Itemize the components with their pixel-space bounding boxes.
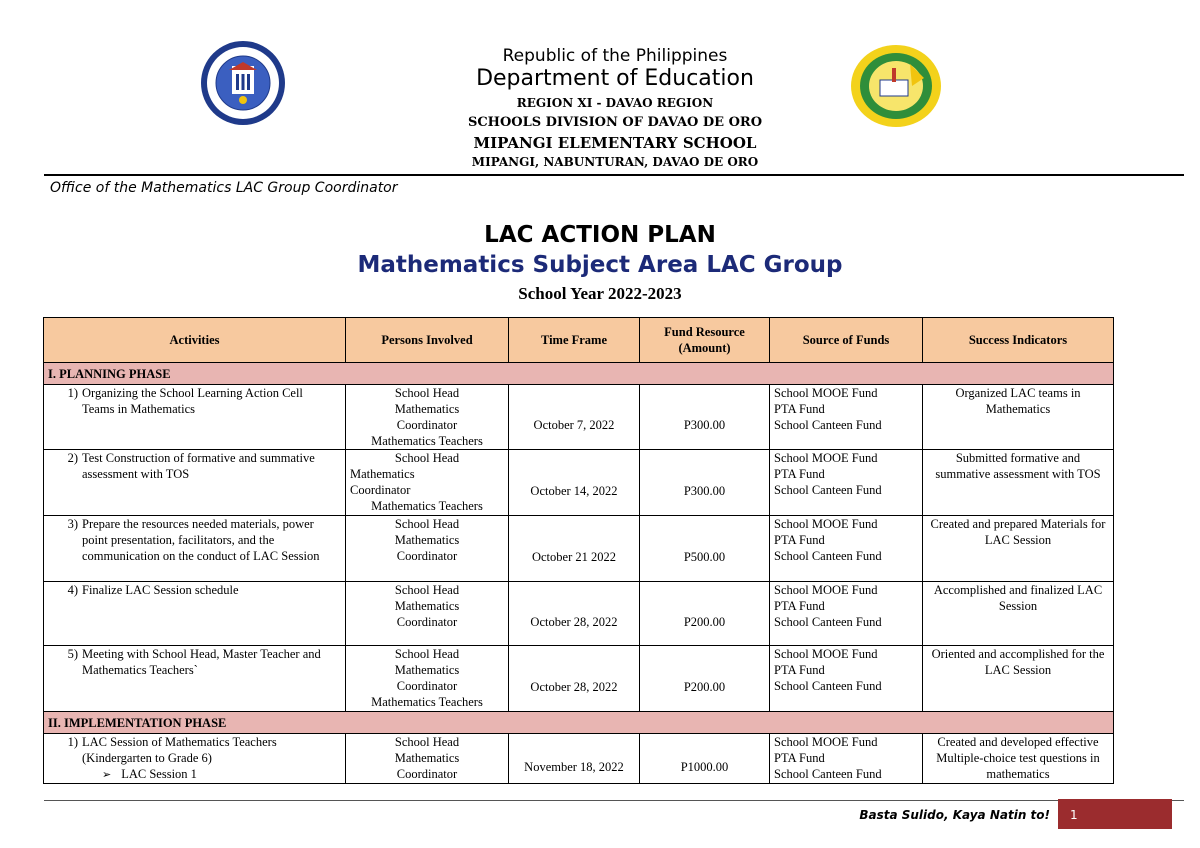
amount-cell: P1000.00 bbox=[640, 734, 770, 784]
page-number: 1 bbox=[1070, 808, 1078, 822]
indicator-cell: Created and prepared Materials for LAC Session bbox=[923, 516, 1114, 582]
page-title: LAC ACTION PLAN bbox=[484, 222, 716, 248]
column-header-success-indicators: Success Indicators bbox=[923, 318, 1114, 363]
amount-cell: P300.00 bbox=[640, 450, 770, 516]
activity-number: 1) bbox=[67, 386, 78, 400]
page-number-box bbox=[1058, 799, 1172, 829]
column-header-activities: Activities bbox=[44, 318, 346, 363]
amount-cell: P300.00 bbox=[640, 385, 770, 450]
indicator-cell: Submitted formative and summative assessment with TOS bbox=[923, 450, 1114, 516]
person-line: Mathematics bbox=[394, 751, 460, 765]
amount-cell: P200.00 bbox=[640, 646, 770, 712]
column-header-fund-resource: Fund Resource (Amount) bbox=[640, 318, 770, 363]
activity-text: Meeting with School Head, Master Teacher and Mathematics Teachers` bbox=[82, 647, 321, 677]
header-department: Department of Education bbox=[476, 66, 754, 91]
header-school-name: MIPANGI ELEMENTARY SCHOOL bbox=[473, 134, 757, 152]
source-line: PTA Fund bbox=[774, 533, 825, 547]
header-republic: Republic of the Philippines bbox=[502, 46, 728, 66]
indicator-cell: Created and developed effective Multiple-choice test questions in mathematics bbox=[923, 734, 1114, 784]
source-line: School Canteen Fund bbox=[774, 483, 882, 497]
table-row bbox=[44, 646, 1114, 712]
time-frame-cell: November 18, 2022 bbox=[509, 734, 640, 784]
persons-cell bbox=[346, 450, 509, 516]
table-row bbox=[44, 734, 1114, 784]
persons-cell bbox=[346, 516, 509, 582]
sources-cell bbox=[770, 450, 923, 516]
person-line: School Head bbox=[394, 735, 460, 749]
source-line: School MOOE Fund bbox=[774, 517, 878, 531]
activity-cell bbox=[44, 450, 346, 516]
source-line: School MOOE Fund bbox=[774, 386, 878, 400]
source-line: School MOOE Fund bbox=[774, 735, 878, 749]
phase-row-planning bbox=[44, 363, 1114, 385]
phase-label: I. PLANNING PHASE bbox=[44, 363, 1114, 385]
sources-cell bbox=[770, 734, 923, 784]
sources-cell bbox=[770, 516, 923, 582]
source-line: School Canteen Fund bbox=[774, 549, 882, 563]
source-line: School Canteen Fund bbox=[774, 418, 882, 432]
activity-text: Prepare the resources needed materials, power point presentation, facilitators, and the communication on the conduct of LAC Session bbox=[82, 517, 320, 563]
activity-number: 4) bbox=[67, 583, 78, 597]
table-header-row bbox=[44, 318, 1114, 363]
sources-cell bbox=[770, 582, 923, 646]
source-line: PTA Fund bbox=[774, 467, 825, 481]
person-line: Coordinator bbox=[396, 767, 458, 781]
school-seal-logo bbox=[850, 44, 942, 128]
person-line: Mathematics bbox=[394, 402, 460, 416]
indicator-cell: Oriented and accomplished for the LAC Session bbox=[923, 646, 1114, 712]
person-line: Coordinator bbox=[396, 549, 458, 563]
source-line: School Canteen Fund bbox=[774, 615, 882, 629]
activity-cell bbox=[44, 646, 346, 712]
time-frame-cell: October 28, 2022 bbox=[509, 646, 640, 712]
sources-cell bbox=[770, 385, 923, 450]
persons-cell bbox=[346, 646, 509, 712]
school-year: School Year 2022-2023 bbox=[518, 284, 682, 303]
person-line: Coordinator bbox=[396, 679, 458, 693]
activity-cell bbox=[44, 734, 346, 784]
person-line: Coordinator bbox=[350, 483, 411, 497]
person-line: School Head bbox=[394, 517, 460, 531]
persons-cell bbox=[346, 582, 509, 646]
activity-cell bbox=[44, 385, 346, 450]
sub-activity-text: LAC Session 1 bbox=[121, 767, 197, 781]
table-row bbox=[44, 385, 1114, 450]
activity-number: 1) bbox=[67, 735, 78, 749]
header-region: REGION XI - DAVAO REGION bbox=[516, 96, 714, 110]
sub-activity bbox=[52, 766, 341, 783]
source-line: School MOOE Fund bbox=[774, 451, 878, 465]
indicator-cell: Organized LAC teams in Mathematics bbox=[923, 385, 1114, 450]
source-line: PTA Fund bbox=[774, 402, 825, 416]
person-line: Mathematics Teachers bbox=[371, 499, 483, 513]
activity-number: 3) bbox=[67, 517, 78, 531]
page-subtitle: Mathematics Subject Area LAC Group bbox=[357, 252, 843, 278]
time-frame-cell: October 28, 2022 bbox=[509, 582, 640, 646]
person-line: Mathematics bbox=[350, 467, 415, 481]
table-row bbox=[44, 516, 1114, 582]
source-line: PTA Fund bbox=[774, 599, 825, 613]
activity-number: 2) bbox=[67, 451, 78, 465]
person-line: School Head bbox=[394, 386, 460, 400]
source-line: PTA Fund bbox=[774, 751, 825, 765]
time-frame-cell: October 7, 2022 bbox=[509, 385, 640, 450]
time-frame-cell: October 14, 2022 bbox=[509, 450, 640, 516]
person-line: School Head bbox=[394, 451, 460, 465]
phase-label: II. IMPLEMENTATION PHASE bbox=[44, 712, 1114, 734]
header-address: MIPANGI, NABUNTURAN, DAVAO DE ORO bbox=[471, 155, 759, 169]
column-header-persons: Persons Involved bbox=[346, 318, 509, 363]
header-divider bbox=[44, 174, 1184, 176]
activity-number: 5) bbox=[67, 647, 78, 661]
action-plan-table bbox=[43, 317, 1114, 784]
sources-cell bbox=[770, 646, 923, 712]
persons-cell bbox=[346, 734, 509, 784]
person-line: Mathematics bbox=[394, 533, 460, 547]
footer-motto: Basta Sulido, Kaya Natin to! bbox=[859, 808, 1050, 822]
time-frame-cell: October 21 2022 bbox=[509, 516, 640, 582]
person-line: Mathematics bbox=[394, 663, 460, 677]
person-line: Coordinator bbox=[396, 615, 458, 629]
office-label: Office of the Mathematics LAC Group Coordinator bbox=[50, 180, 398, 196]
footer-divider bbox=[44, 800, 1184, 801]
table-row bbox=[44, 582, 1114, 646]
deped-seal-logo bbox=[200, 40, 286, 126]
indicator-cell: Accomplished and finalized LAC Session bbox=[923, 582, 1114, 646]
activity-text: Organizing the School Learning Action Cell Teams in Mathematics bbox=[82, 386, 303, 416]
person-line: Mathematics Teachers bbox=[371, 434, 483, 448]
activity-cell bbox=[44, 582, 346, 646]
column-header-time-frame: Time Frame bbox=[509, 318, 640, 363]
source-line: School Canteen Fund bbox=[774, 767, 882, 781]
source-line: School MOOE Fund bbox=[774, 647, 878, 661]
source-line: School Canteen Fund bbox=[774, 679, 882, 693]
source-line: PTA Fund bbox=[774, 663, 825, 677]
column-header-source-of-funds: Source of Funds bbox=[770, 318, 923, 363]
persons-cell bbox=[346, 385, 509, 450]
person-line: School Head bbox=[394, 647, 460, 661]
person-line: Mathematics bbox=[394, 599, 460, 613]
header-division: SCHOOLS DIVISION OF DAVAO DE ORO bbox=[467, 115, 763, 130]
activity-cell bbox=[44, 516, 346, 582]
person-line: Mathematics Teachers bbox=[371, 695, 483, 709]
activity-text: Finalize LAC Session schedule bbox=[82, 583, 239, 597]
arrow-bullet-icon: ➢ bbox=[102, 769, 112, 781]
activity-text: Test Construction of formative and summative assessment with TOS bbox=[82, 451, 315, 481]
table-row bbox=[44, 450, 1114, 516]
person-line: School Head bbox=[394, 583, 460, 597]
activity-text: LAC Session of Mathematics Teachers (Kindergarten to Grade 6) bbox=[82, 735, 277, 765]
amount-cell: P500.00 bbox=[640, 516, 770, 582]
phase-row-implementation bbox=[44, 712, 1114, 734]
source-line: School MOOE Fund bbox=[774, 583, 878, 597]
amount-cell: P200.00 bbox=[640, 582, 770, 646]
person-line: Coordinator bbox=[396, 418, 458, 432]
